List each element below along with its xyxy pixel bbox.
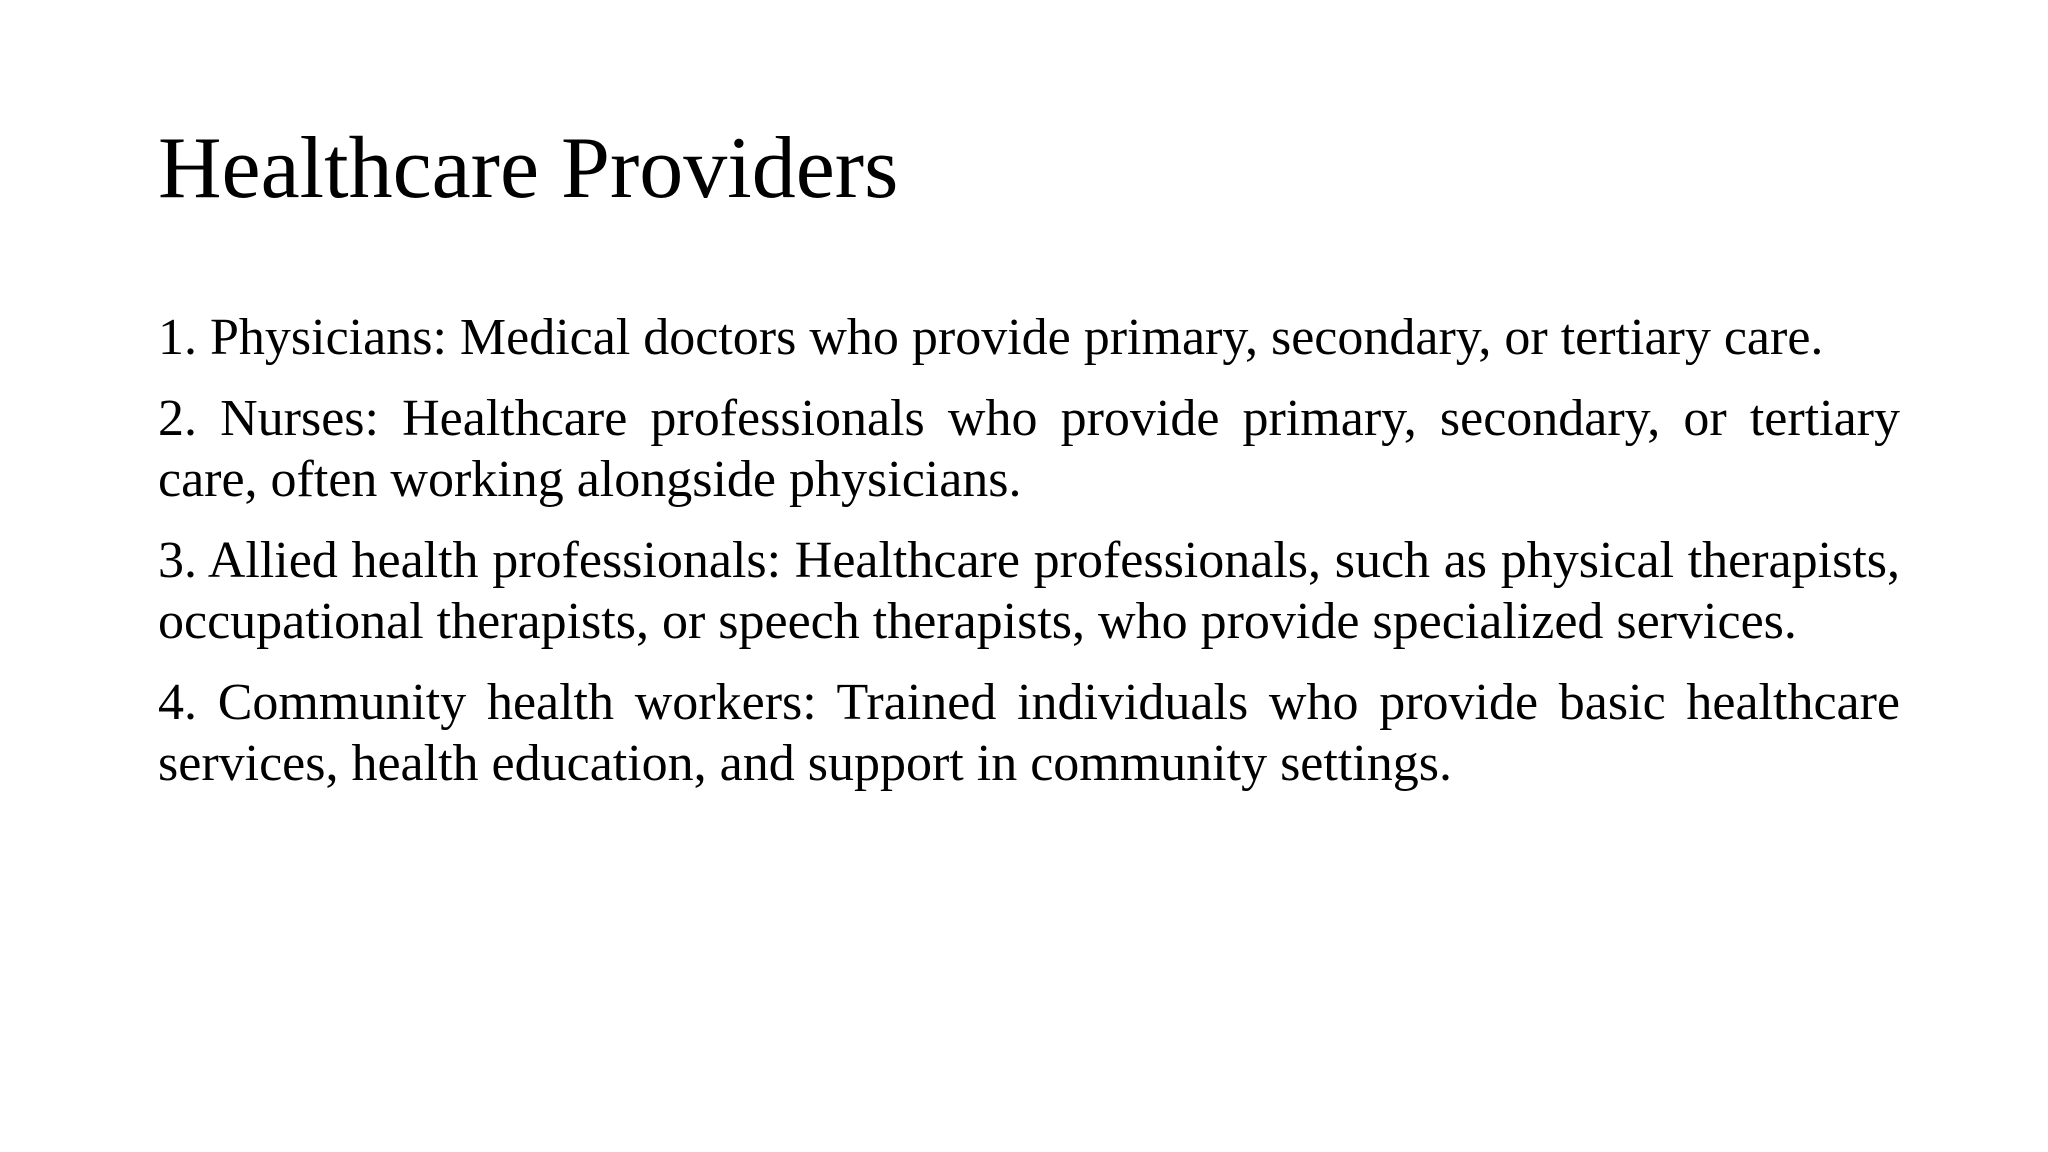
provider-list — [158, 307, 1900, 814]
slide-title: Healthcare Providers — [158, 120, 899, 217]
list-item-physicians: 1. Physicians: Medical doctors who provide primary, secondary, or tertiary care. — [158, 309, 1824, 366]
list-item-nurses: 2. Nurses: Healthcare professionals who provide primary, secondary, or tertiary care, often working alongside physicians. — [158, 390, 1900, 508]
list-item-allied-health: 3. Allied health professionals: Healthcare professionals, such as physical therapists, occupational therapists, or speech therapists, who provide specialized services. — [158, 532, 1900, 650]
list-item-community-health: 4. Community health workers: Trained individuals who provide basic healthcare services, health education, and support in community settings. — [158, 674, 1900, 792]
